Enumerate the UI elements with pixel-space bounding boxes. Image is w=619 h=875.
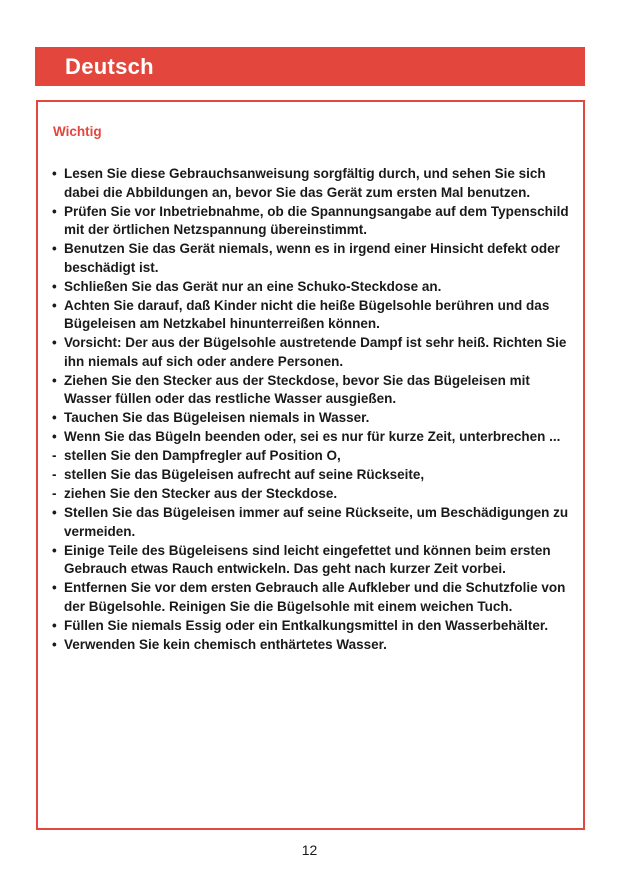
list-item xyxy=(52,297,572,334)
list-item xyxy=(52,334,572,371)
list-item xyxy=(52,504,572,541)
bullet-marker: • xyxy=(52,241,57,256)
list-item-text: stellen Sie das Bügeleisen aufrecht auf seine Rückseite, xyxy=(64,467,425,482)
important-notice-box xyxy=(36,100,585,830)
list-item-text: Vorsicht: Der aus der Bügelsohle austretende Dampf ist sehr heiß. Richten Sie ihn niemals auf sich oder andere Personen. xyxy=(64,335,567,369)
dash-marker: - xyxy=(52,467,57,482)
list-item-text: Lesen Sie diese Gebrauchsanweisung sorgfältig durch, und sehen Sie sich dabei die Abbildungen an, bevor Sie das Gerät zum ersten Mal benutzen. xyxy=(64,166,546,200)
bullet-marker: • xyxy=(52,372,57,388)
bullet-marker: • xyxy=(52,505,57,520)
language-header-bar xyxy=(35,47,585,86)
section-title: Wichtig xyxy=(53,124,102,139)
page-number: 12 xyxy=(301,842,318,858)
dash-marker: - xyxy=(52,486,57,501)
dash-marker: - xyxy=(52,448,57,463)
list-item-text: stellen Sie den Dampfregler auf Position O, xyxy=(64,448,341,463)
list-item-text: Ziehen Sie den Stecker aus der Steckdose, bevor Sie das Bügeleisen mit Wasser füllen oder das restliche Wasser ausgießen. xyxy=(64,372,530,406)
list-item xyxy=(52,617,572,636)
list-item xyxy=(52,409,572,428)
language-title: Deutsch xyxy=(65,54,154,79)
bullet-marker: • xyxy=(52,429,57,444)
bullet-marker: • xyxy=(52,278,57,294)
bullet-marker: • xyxy=(52,203,57,219)
list-item xyxy=(52,579,572,616)
list-item-text: ziehen Sie den Stecker aus der Steckdose. xyxy=(64,486,338,501)
bullet-marker: • xyxy=(52,617,57,633)
bullet-marker: • xyxy=(52,166,57,181)
list-item-text: Benutzen Sie das Gerät niemals, wenn es in irgend einer Hinsicht defekt oder beschädigt ist. xyxy=(64,241,560,275)
list-item-text: Verwenden Sie kein chemisch enthärtetes Wasser. xyxy=(64,636,387,652)
list-item xyxy=(52,447,572,466)
list-item xyxy=(52,485,572,504)
list-item xyxy=(52,240,572,277)
list-item-text: Entfernen Sie vor dem ersten Gebrauch alle Aufkleber und die Schutzfolie von der Bügelsohle. Reinigen Sie die Bügelsohle mit einem weichen Tuch. xyxy=(64,580,566,614)
list-item-text: Prüfen Sie vor Inbetriebnahme, ob die Spannungsangabe auf dem Typenschild mit der örtlichen Netzspannung übereinstimmt. xyxy=(64,203,569,237)
list-item-text: Einige Teile des Bügeleisens sind leicht eingefettet und können beim ersten Gebrauch etwas Rauch entwickeln. Das geht nach kurzer Zeit vorbei. xyxy=(64,542,551,576)
bullet-marker: • xyxy=(52,580,57,595)
list-item-text: Stellen Sie das Bügeleisen immer auf seine Rückseite, um Beschädigungen zu vermeiden. xyxy=(64,505,569,539)
bullet-marker: • xyxy=(52,335,57,350)
list-item xyxy=(52,372,572,409)
list-item xyxy=(52,165,572,202)
bullet-marker: • xyxy=(52,410,57,425)
list-item-text: Tauchen Sie das Bügeleisen niemals in Wasser. xyxy=(64,410,370,425)
list-item-text: Füllen Sie niemals Essig oder ein Entkalkungsmittel in den Wasserbehälter. xyxy=(64,617,549,633)
list-item xyxy=(52,278,572,297)
list-item xyxy=(52,428,572,447)
instruction-list xyxy=(52,165,572,655)
list-item-text: Achten Sie darauf, daß Kinder nicht die heiße Bügelsohle berühren und das Bügeleisen am Netzkabel hinunterreißen können. xyxy=(64,297,550,331)
bullet-marker: • xyxy=(52,636,57,652)
list-item-text: Schließen Sie das Gerät nur an eine Schuko-Steckdose an. xyxy=(64,278,442,294)
list-item xyxy=(52,203,572,240)
bullet-marker: • xyxy=(52,542,57,558)
list-item xyxy=(52,466,572,485)
bullet-marker: • xyxy=(52,297,57,313)
list-item xyxy=(52,542,572,579)
list-item xyxy=(52,636,572,655)
list-item-text: Wenn Sie das Bügeln beenden oder, sei es nur für kurze Zeit, unterbrechen ... xyxy=(64,429,561,444)
